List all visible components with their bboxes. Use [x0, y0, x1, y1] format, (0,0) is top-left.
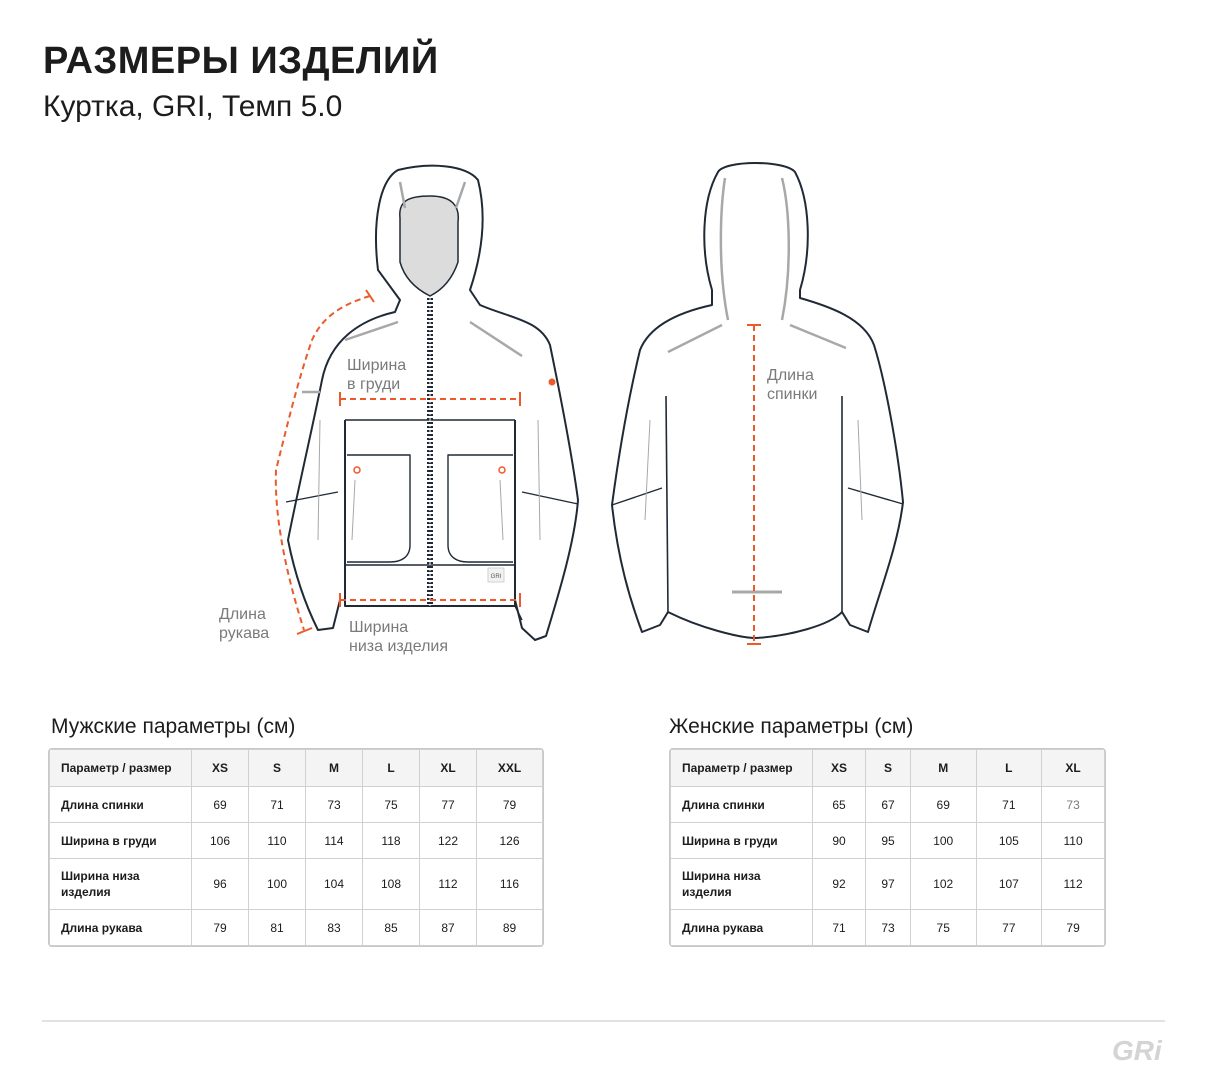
header-cell: XS	[813, 750, 866, 787]
page-subtitle: Куртка, GRI, Темп 5.0	[43, 90, 343, 123]
value-cell: 118	[363, 823, 420, 859]
hem-width-label: Ширина низа изделия	[349, 619, 449, 655]
value-cell: 97	[866, 859, 911, 910]
women-size-table	[670, 749, 1105, 946]
back-length-measure	[747, 325, 761, 644]
param-cell: Ширина в груди	[50, 823, 192, 859]
gri-logo	[1108, 1030, 1168, 1068]
value-cell: 114	[306, 823, 363, 859]
value-cell: 79	[192, 910, 249, 946]
page-title: РАЗМЕРЫ ИЗДЕЛИЙ	[43, 40, 439, 82]
table-row	[50, 823, 543, 859]
jacket-back-view	[612, 163, 903, 638]
value-cell: 73	[1042, 787, 1105, 823]
value-cell: 96	[192, 859, 249, 910]
value-cell: 100	[910, 823, 976, 859]
header-cell: M	[306, 750, 363, 787]
value-cell: 87	[420, 910, 477, 946]
svg-text:GRi: GRi	[1112, 1035, 1162, 1066]
header-cell: L	[363, 750, 420, 787]
header-cell: L	[976, 750, 1042, 787]
svg-text:GRI: GRI	[490, 574, 502, 580]
value-cell: 71	[249, 787, 306, 823]
header-cell: XL	[420, 750, 477, 787]
value-cell: 83	[306, 910, 363, 946]
value-cell: 104	[306, 859, 363, 910]
value-cell: 75	[910, 910, 976, 946]
table-row	[671, 787, 1105, 823]
table-row	[671, 910, 1105, 946]
value-cell: 69	[910, 787, 976, 823]
header-cell: XXL	[477, 750, 543, 787]
value-cell: 73	[866, 910, 911, 946]
value-cell: 102	[910, 859, 976, 910]
value-cell: 75	[363, 787, 420, 823]
param-cell: Ширина в груди	[671, 823, 813, 859]
value-cell: 100	[249, 859, 306, 910]
value-cell: 89	[477, 910, 543, 946]
sleeve-length-measure	[276, 290, 374, 634]
back-length-label: Длина спинки	[767, 367, 818, 403]
value-cell: 108	[363, 859, 420, 910]
header-cell: S	[866, 750, 911, 787]
header-cell: S	[249, 750, 306, 787]
women-table-title: Женские параметры (см)	[669, 715, 914, 738]
jacket-size-diagram	[0, 150, 1207, 670]
value-cell: 112	[1042, 859, 1105, 910]
value-cell: 95	[866, 823, 911, 859]
footer-divider	[42, 1020, 1165, 1022]
value-cell: 126	[477, 823, 543, 859]
value-cell: 110	[249, 823, 306, 859]
value-cell: 71	[976, 787, 1042, 823]
param-cell: Ширина низа изделия	[671, 859, 813, 910]
value-cell: 105	[976, 823, 1042, 859]
value-cell: 110	[1042, 823, 1105, 859]
value-cell: 69	[192, 787, 249, 823]
table-row	[671, 859, 1105, 910]
men-size-table	[49, 749, 543, 946]
header-cell: Параметр / размер	[50, 750, 192, 787]
value-cell: 67	[866, 787, 911, 823]
param-cell: Длина рукава	[671, 910, 813, 946]
men-table-title: Мужские параметры (см)	[51, 715, 296, 738]
chest-width-label: Ширина в груди	[347, 357, 407, 393]
header-cell: Параметр / размер	[671, 750, 813, 787]
table-row	[50, 859, 543, 910]
value-cell: 81	[249, 910, 306, 946]
table-header-row	[50, 750, 543, 787]
header-cell: XL	[1042, 750, 1105, 787]
value-cell: 77	[420, 787, 477, 823]
param-cell: Длина спинки	[671, 787, 813, 823]
value-cell: 85	[363, 910, 420, 946]
param-cell: Ширина низа изделия	[50, 859, 192, 910]
value-cell: 73	[306, 787, 363, 823]
table-row	[50, 910, 543, 946]
value-cell: 90	[813, 823, 866, 859]
value-cell: 79	[1042, 910, 1105, 946]
value-cell: 122	[420, 823, 477, 859]
value-cell: 92	[813, 859, 866, 910]
value-cell: 107	[976, 859, 1042, 910]
table-header-row	[671, 750, 1105, 787]
table-row	[50, 787, 543, 823]
param-cell: Длина рукава	[50, 910, 192, 946]
value-cell: 79	[477, 787, 543, 823]
value-cell: 77	[976, 910, 1042, 946]
value-cell: 65	[813, 787, 866, 823]
sleeve-length-label: Длина рукава	[219, 606, 270, 642]
table-row	[671, 823, 1105, 859]
value-cell: 106	[192, 823, 249, 859]
value-cell: 116	[477, 859, 543, 910]
value-cell: 112	[420, 859, 477, 910]
header-cell: XS	[192, 750, 249, 787]
header-cell: M	[910, 750, 976, 787]
value-cell: 71	[813, 910, 866, 946]
param-cell: Длина спинки	[50, 787, 192, 823]
